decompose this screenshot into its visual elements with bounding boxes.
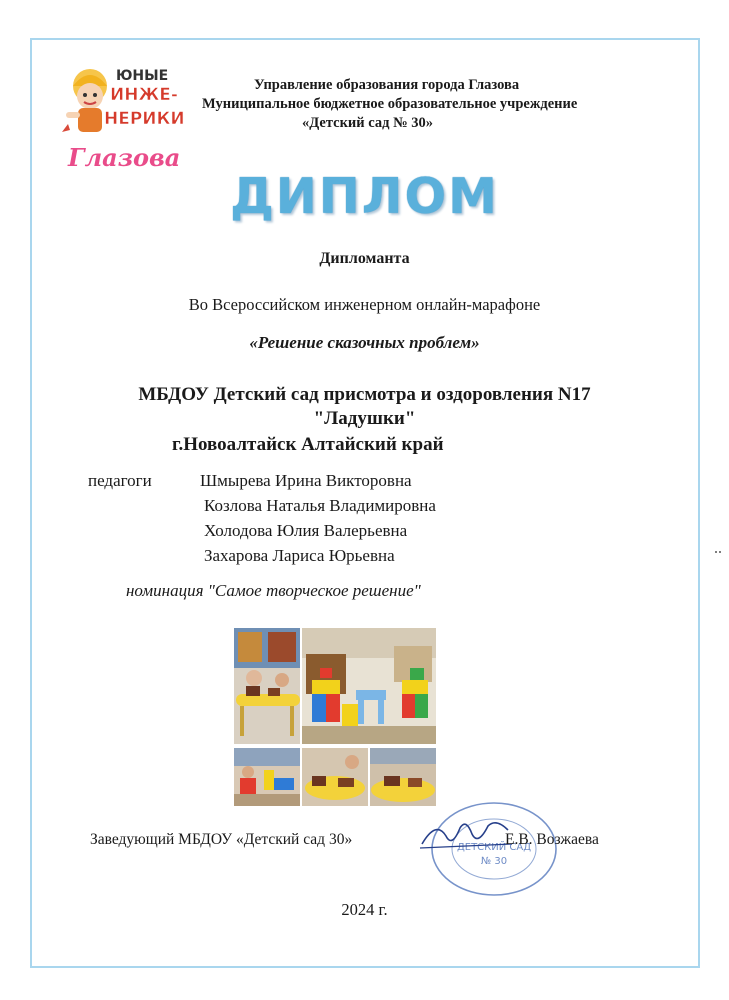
svg-text:№ 30: № 30 [480,856,508,867]
svg-text:ИНЖЕ-: ИНЖЕ- [110,85,178,105]
classroom-photo-small [302,748,368,806]
header-line-institution: Муниципальное бюджетное образовательное учреждение [202,96,578,112]
signatory-name: Е.В. Возжаева [505,831,599,848]
header-line-kindergarten: «Детский сад № 30» [302,115,434,131]
header-line-education-department: Управление образования города Глазова [254,77,520,93]
teacher-name: Холодова Юлия Валерьевна [204,521,408,540]
signatory-position: Заведующий МБДОУ «Детский сад 30» [90,831,353,848]
project-name: «Решение сказочных проблем» [249,333,480,352]
organization-name: МБДОУ Детский сад присмотра и оздоровления N17 [138,384,591,405]
svg-text:ДЕТСКИЙ САД: ДЕТСКИЙ САД [456,842,532,853]
classroom-photo-blocks [302,628,436,744]
teacher-name: Козлова Наталья Владимировна [204,496,436,515]
svg-text:ЮНЫЕ: ЮНЫЕ [116,68,169,84]
diploma-title: ДИПЛОМ [230,168,499,225]
teachers-label: педагоги [88,471,152,490]
diploma-year: 2024 г. [341,900,388,919]
svg-text:НЕРИКИ: НЕРИКИ [104,109,185,129]
nomination: номинация "Самое творческое решение" [126,581,421,600]
scan-marks [713,545,723,565]
teacher-name: Шмырева Ирина Викторовна [200,471,412,490]
photo-collage [234,628,436,806]
classroom-photo-table [234,628,300,744]
event-name: Во Всероссийском инженерном онлайн-марафоне [188,295,541,314]
handwritten-signature [416,814,516,854]
classroom-photo-small [234,748,300,806]
diploma-subtitle: Дипломанта [319,250,410,267]
young-engineers-logo [58,58,206,180]
organization-location: г.Новоалтайск Алтайский край [172,434,444,455]
svg-text:Глазова: Глазова [68,143,181,172]
teacher-name: Захарова Лариса Юрьевна [204,546,395,565]
issuer-header [190,76,650,133]
organization-nickname: "Ладушки" [313,408,416,429]
